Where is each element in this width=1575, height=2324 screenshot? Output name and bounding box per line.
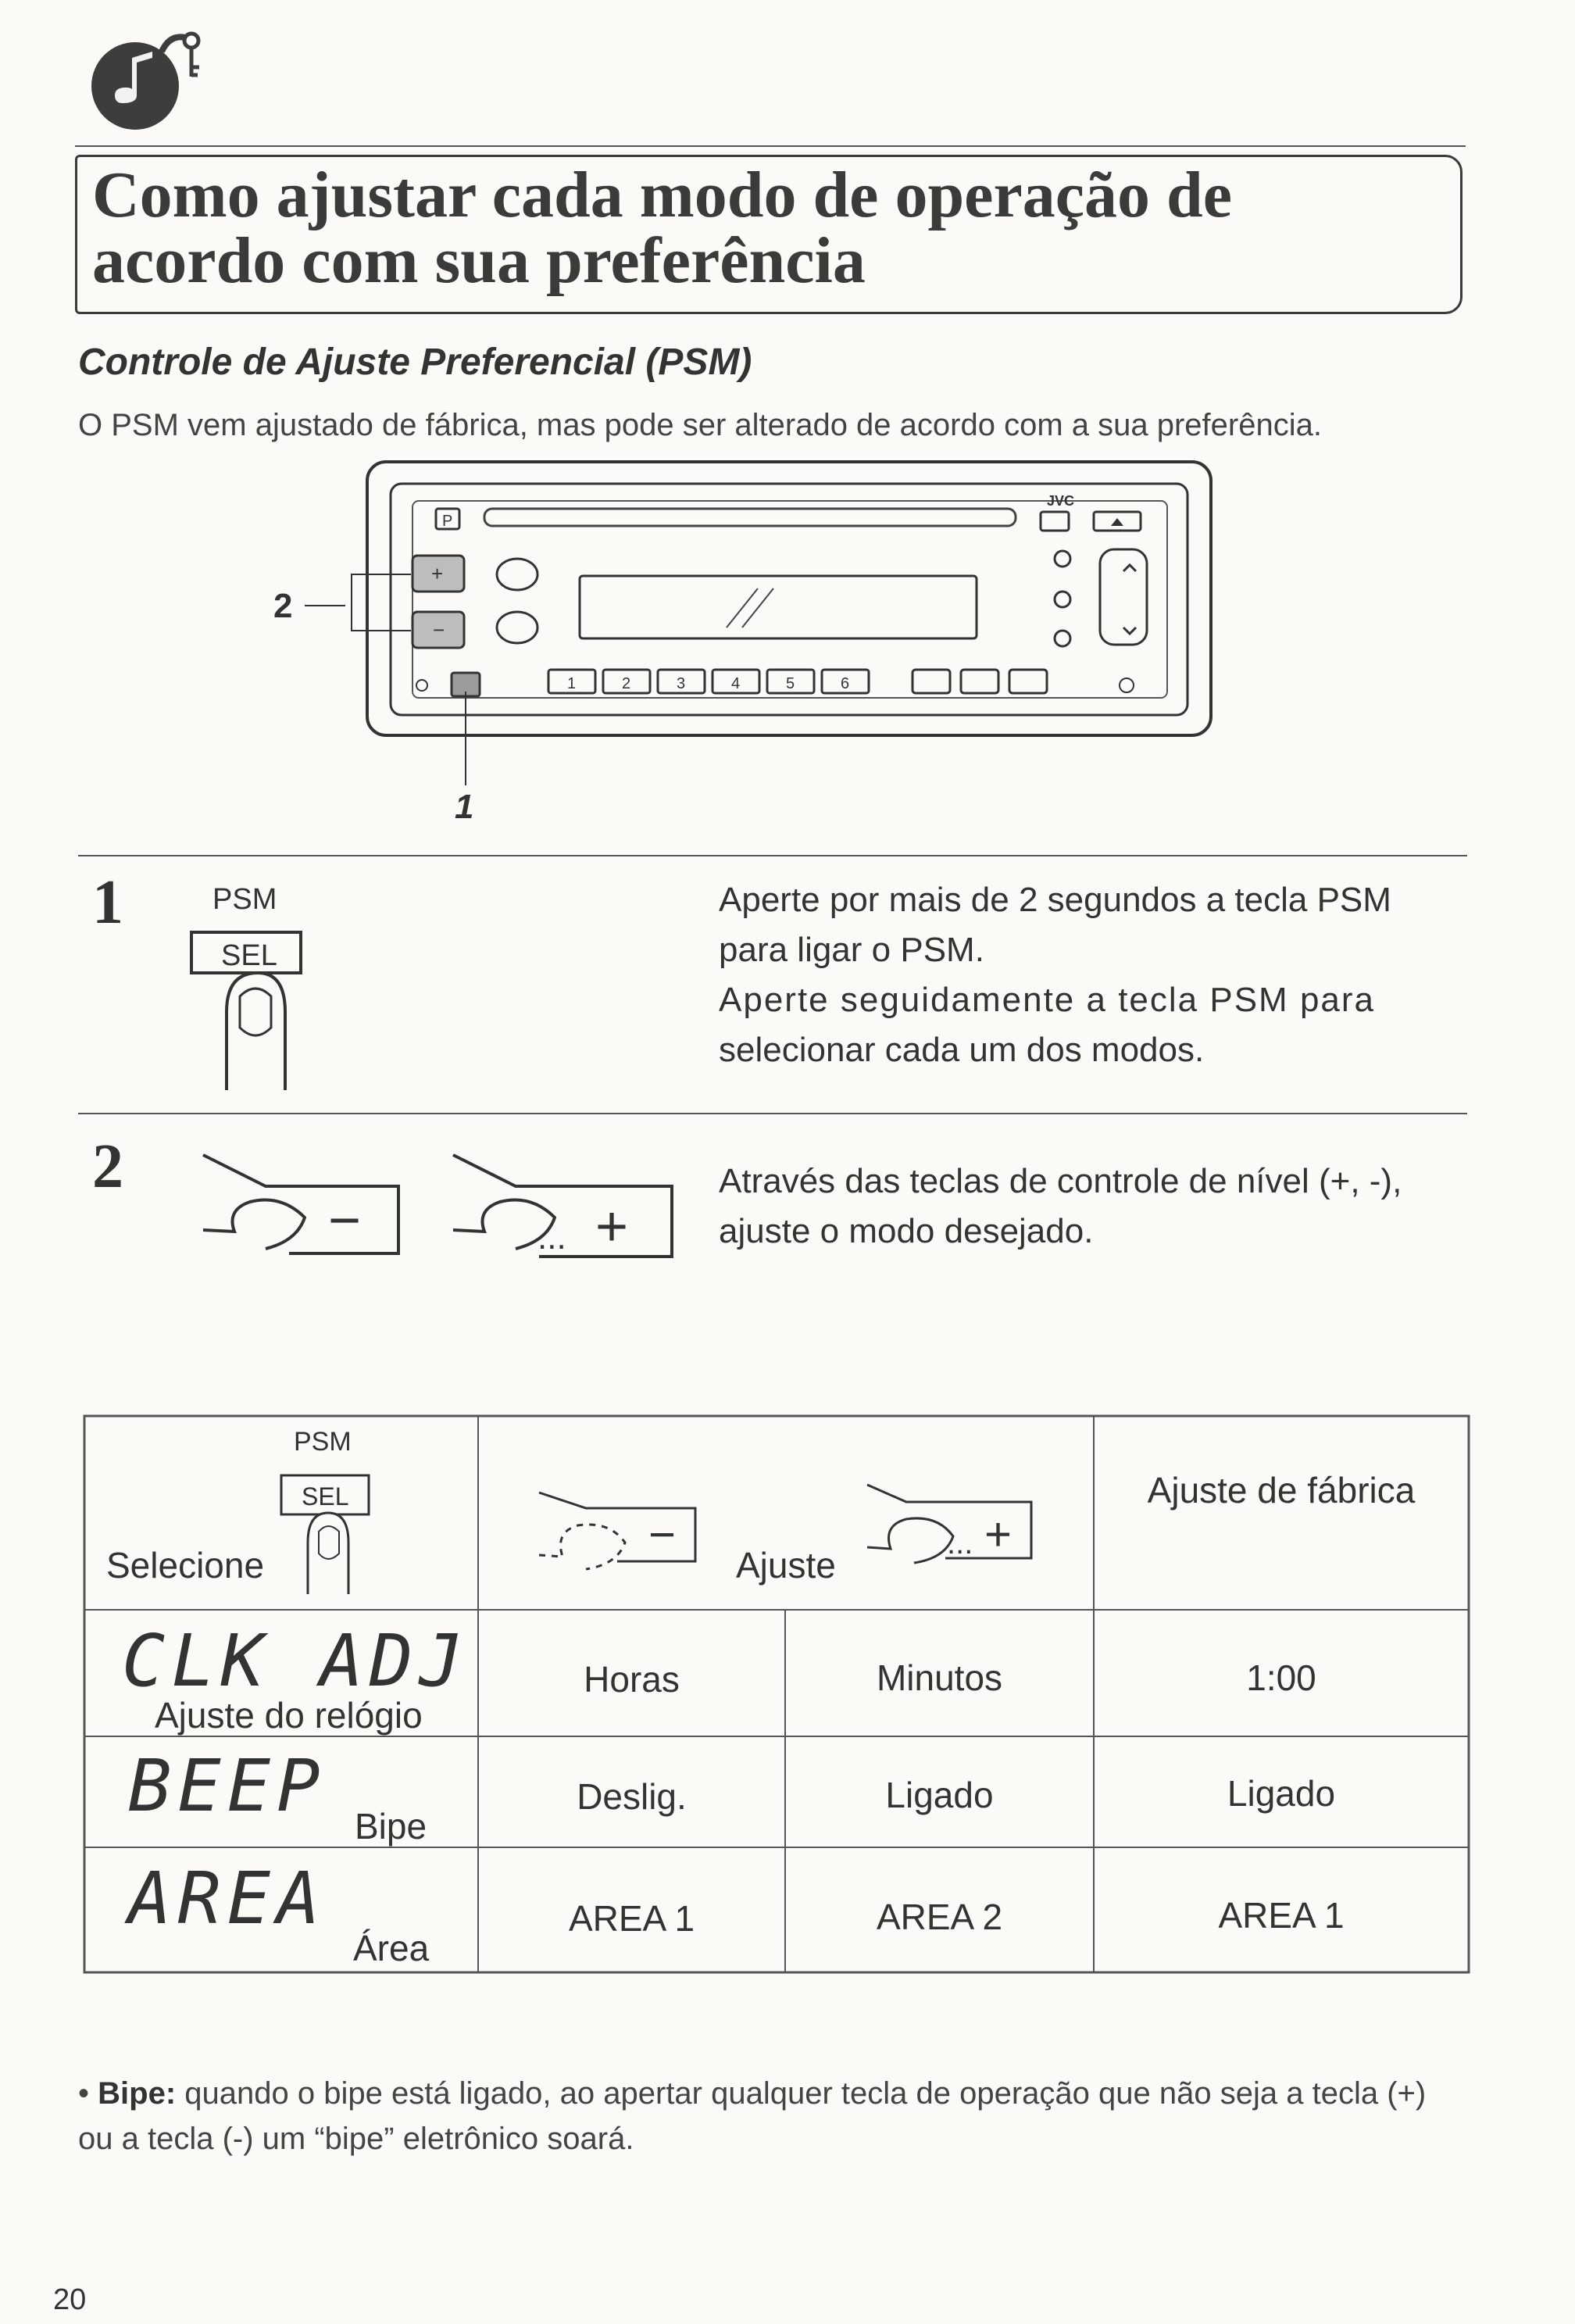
step-1-psm-caption: PSM (212, 883, 277, 916)
page-number: 20 (53, 2283, 87, 2316)
row-beep-name: Bipe (355, 1806, 427, 1847)
row-clock-name: Ajuste do relógio (155, 1695, 423, 1736)
plus-key-label: + (431, 562, 444, 585)
section-subtitle: Controle de Ajuste Preferencial (PSM) (78, 341, 752, 383)
step-1-number: 1 (92, 868, 123, 937)
sel-label: SEL (221, 939, 277, 972)
row-beep-plus: Ligado (885, 1775, 994, 1815)
footnote-text: quando o bipe está ligado, ao apertar qualquer tecla de operação que não seja a tecla (+) ou a tecla (-) um “bipe” eletrônico soará. (78, 2076, 1427, 2156)
display-area: AREA (128, 1857, 327, 1940)
footnote-term: Bipe: (98, 2076, 177, 2111)
row-clock-minus: Horas (584, 1659, 680, 1700)
preset-key-label-3: 3 (677, 675, 686, 692)
minus-symbol: − (328, 1189, 362, 1252)
step-1-line4: selecionar cada um dos modos. (719, 1031, 1205, 1069)
step-2-number: 2 (92, 1132, 123, 1201)
preset-key-label-4: 4 (731, 675, 741, 692)
row-area-minus: AREA 1 (568, 1898, 695, 1939)
table-psm-caption: PSM (294, 1427, 352, 1457)
step-2-line2: ajuste o modo desejado. (719, 1212, 1094, 1250)
row-area-plus: AREA 2 (876, 1897, 1003, 1937)
header-factory: Ajuste de fábrica (1147, 1470, 1416, 1511)
header-adjust: Ajuste (736, 1545, 836, 1586)
table-minus-symbol: − (648, 1508, 677, 1561)
table-sel-label: SEL (302, 1482, 349, 1511)
display-clk-adj: CLK ADJ (122, 1619, 469, 1703)
plus-symbol: + (595, 1196, 629, 1258)
row-area-factory: AREA 1 (1218, 1895, 1345, 1936)
intro-text: O PSM vem ajustado de fábrica, mas pode ser alterado de acordo com a sua preferência. (78, 408, 1322, 442)
table-plus-finger (859, 1469, 1039, 1579)
page-title-line1: Como ajustar cada modo de operação de (92, 159, 1233, 231)
footnote-bullet: • (78, 2076, 90, 2111)
preset-key-label-2: 2 (622, 675, 631, 692)
minus-key-label: − (433, 618, 445, 642)
step-1-line1: Aperte por mais de 2 segundos a tecla PSM (719, 881, 1391, 919)
table-minus-finger (531, 1469, 703, 1579)
table-plus-symbol: + (984, 1508, 1012, 1561)
brand-logo: JVC (1047, 493, 1075, 509)
display-beep: BEEP (128, 1744, 327, 1828)
preset-key-label-5: 5 (786, 675, 795, 692)
step-1-line3: Aperte seguidamente a tecla PSM para (719, 981, 1376, 1019)
table-plus-dots: ... (947, 1526, 973, 1561)
table-sel-finger (278, 1472, 380, 1597)
row-area-name: Área (353, 1928, 430, 1968)
callout-2: 2 (273, 587, 293, 625)
page-title-line2: acordo com sua preferência (92, 224, 866, 297)
footnote (78, 2071, 1469, 2161)
preset-key-label-1: 1 (567, 675, 577, 692)
step-1-line2: para ligar o PSM. (719, 931, 984, 969)
row-beep-minus: Deslig. (577, 1776, 687, 1817)
row-clock-plus: Minutos (876, 1657, 1003, 1698)
plus-dots: ... (538, 1218, 566, 1257)
row-beep-factory: Ligado (1227, 1773, 1336, 1814)
p-label: P (442, 513, 453, 530)
callout-1: 1 (455, 788, 474, 824)
preset-key-label-6: 6 (841, 675, 850, 692)
row-clock-factory: 1:00 (1246, 1657, 1316, 1698)
step-2-line1: Através das teclas de controle de nível (+, -), (719, 1162, 1402, 1200)
header-select: Selecione (106, 1545, 265, 1586)
